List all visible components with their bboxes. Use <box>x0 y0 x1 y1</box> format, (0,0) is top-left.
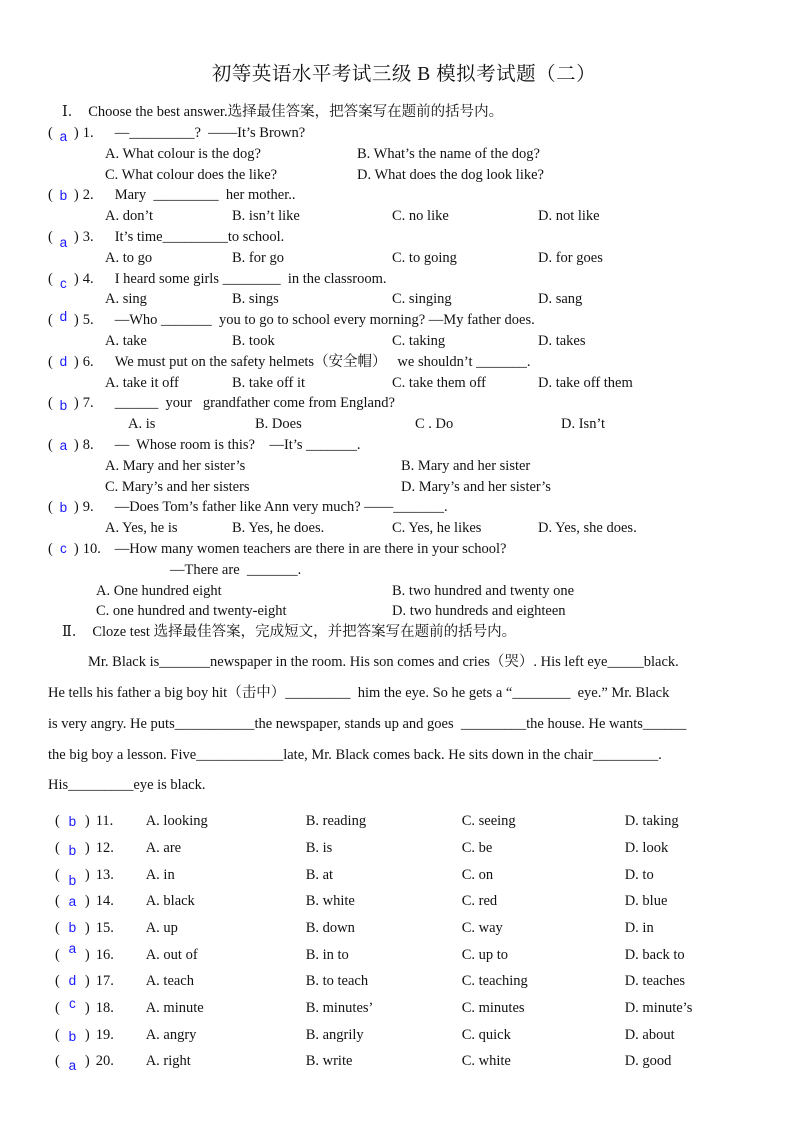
option: B. What’s the name of the dog? <box>357 145 540 162</box>
question-block <box>48 435 760 497</box>
open-paren: ( <box>55 919 60 936</box>
options-row <box>48 456 760 477</box>
options-row <box>48 477 760 498</box>
option: D. about <box>624 1026 675 1043</box>
close-paren: ) <box>73 436 79 453</box>
option: C. white <box>461 1053 511 1070</box>
option: C. up to <box>461 946 509 963</box>
options-row <box>48 248 760 269</box>
option: D. sang <box>538 291 583 308</box>
handwritten-answer: b <box>59 500 68 516</box>
option: B. for go <box>232 249 284 266</box>
passage-line: is very angry. He puts___________the newspaper, stands up and goes _________the house. He wants______ <box>48 715 687 732</box>
handwritten-answer: a <box>68 1058 77 1074</box>
option: D. minute’s <box>624 1000 693 1017</box>
options-row <box>48 601 760 622</box>
options-row <box>48 581 760 602</box>
option: A. take it off <box>105 374 179 391</box>
options-row <box>48 206 760 227</box>
handwritten-answer: c <box>59 540 67 556</box>
option: B. take off it <box>232 374 306 391</box>
passage-line: He tells his father a big boy hit（击中）_________ him the eye. So he gets a “________ eye.” Mr. Black <box>48 684 670 701</box>
handwritten-answer: c <box>68 996 76 1012</box>
question-number: 3. <box>82 228 94 245</box>
options-row <box>48 518 760 539</box>
question-block <box>48 497 760 539</box>
open-paren: ( <box>48 353 53 370</box>
passage-line: the big boy a lesson. Five____________late, Mr. Black comes back. He sits down in the chair_________. <box>48 746 662 763</box>
options-row <box>48 331 760 352</box>
question-block <box>48 393 760 435</box>
cloze-question-row <box>48 1048 760 1075</box>
close-paren: ) <box>84 919 90 936</box>
close-paren: ) <box>84 946 90 963</box>
question-stem: Mary _________ her mother.. <box>114 187 296 204</box>
option: D. Mary’s and her sister’s <box>401 478 551 495</box>
option: D. look <box>624 839 669 856</box>
question-stem-line <box>48 352 760 373</box>
option: B. to teach <box>305 973 369 990</box>
option: A. minute <box>145 1000 204 1017</box>
option: B. reading <box>305 813 367 830</box>
option: C. teaching <box>461 973 528 990</box>
open-paren: ( <box>48 187 53 204</box>
option: C. quick <box>461 1026 511 1043</box>
question-number: 11. <box>95 813 114 830</box>
section2-heading <box>48 622 760 643</box>
option: B. write <box>305 1053 353 1070</box>
option: C. singing <box>392 291 452 308</box>
question-number: 19. <box>95 1026 114 1043</box>
question-number: 7. <box>82 395 94 412</box>
option: A. in <box>145 866 175 883</box>
open-paren: ( <box>48 395 53 412</box>
option: C . Do <box>415 416 454 433</box>
question-stem-line <box>48 539 760 560</box>
close-paren: ) <box>84 973 90 990</box>
question-number: 13. <box>95 866 114 883</box>
option: A. black <box>145 893 195 910</box>
handwritten-answer: d <box>59 353 68 369</box>
option: C. way <box>461 919 503 936</box>
option: C. to going <box>392 249 457 266</box>
close-paren: ) <box>84 839 90 856</box>
option: B. Does <box>255 416 302 433</box>
option: D. for goes <box>538 249 603 266</box>
question-stem: ______ your grandfather come from England? <box>114 395 395 412</box>
option: A. take <box>105 332 147 349</box>
option: A. to go <box>105 249 153 266</box>
open-paren: ( <box>48 540 53 557</box>
option: A. out of <box>145 946 198 963</box>
close-paren: ) <box>73 395 79 412</box>
option: D. teaches <box>624 973 686 990</box>
question-stem: —How many women teachers are there in are there in your school? <box>114 540 507 557</box>
cloze-question-row <box>48 1022 760 1049</box>
handwritten-answer: a <box>59 234 68 250</box>
option: D. in <box>624 919 654 936</box>
option: C. one hundred and twenty-eight <box>96 603 287 620</box>
options-row <box>48 144 760 165</box>
open-paren: ( <box>55 1000 60 1017</box>
option: A. is <box>128 416 156 433</box>
question-stem-line <box>48 497 760 518</box>
close-paren: ) <box>73 353 79 370</box>
question-stem-line <box>48 310 760 331</box>
option: C. Yes, he likes <box>392 520 482 537</box>
option: D. What does the dog look like? <box>357 166 544 183</box>
question-stem-line <box>48 123 760 144</box>
open-paren: ( <box>48 125 53 141</box>
options-row <box>48 165 760 186</box>
question-number: 5. <box>82 312 94 329</box>
handwritten-answer: d <box>68 973 77 989</box>
question-stem-line <box>48 227 760 248</box>
cloze-question-row <box>48 808 760 835</box>
cloze-question-row <box>48 968 760 995</box>
close-paren: ) <box>84 893 90 910</box>
question-block <box>48 123 760 185</box>
open-paren: ( <box>48 270 53 287</box>
question-number: 12. <box>95 839 114 856</box>
handwritten-answer: b <box>59 398 68 414</box>
question-number: 20. <box>95 1053 114 1070</box>
option: D. to <box>624 866 654 883</box>
option: B. down <box>305 919 355 936</box>
option: B. angrily <box>305 1026 364 1043</box>
passage-line: Mr. Black is_______newspaper in the room. His son comes and cries（哭）. His left eye_____black. <box>88 654 679 671</box>
question-stem-line <box>48 435 760 456</box>
option: B. at <box>305 866 334 883</box>
option: D. take off them <box>538 374 633 391</box>
option: D. blue <box>624 893 668 910</box>
option: D. back to <box>624 946 685 963</box>
section1-numeral: Ⅰ． <box>62 104 83 120</box>
option: B. in to <box>305 946 349 963</box>
option: A. One hundred eight <box>96 582 222 599</box>
passage-line: His_________eye is black. <box>48 777 206 794</box>
cloze-question-row <box>48 995 760 1022</box>
open-paren: ( <box>48 228 53 245</box>
option: B. is <box>305 839 333 856</box>
question-number: 17. <box>95 973 114 990</box>
question-stem: We must put on the safety helmets（安全帽） we shouldn’t _______. <box>114 353 531 370</box>
section1-questions <box>48 123 760 622</box>
open-paren: ( <box>55 1026 60 1043</box>
option: C. seeing <box>461 813 516 830</box>
question-stem: —Who _______ you to go to school every morning? —My father does. <box>114 312 535 329</box>
question-number: 4. <box>82 270 94 287</box>
open-paren: ( <box>55 866 60 883</box>
option: C. no like <box>392 208 449 225</box>
option: A. What colour is the dog? <box>105 145 261 162</box>
close-paren: ) <box>73 312 79 329</box>
section2-heading-text: Cloze test 选择最佳答案，完成短文，并把答案写在题前的括号内。 <box>92 624 517 641</box>
close-paren: ) <box>73 540 79 557</box>
question-stem: — Whose room is this? —It’s _______. <box>114 436 361 453</box>
handwritten-answer: a <box>68 940 77 956</box>
option: B. Mary and her sister <box>401 457 531 474</box>
cloze-question-row <box>48 915 760 942</box>
option: A. right <box>145 1053 191 1070</box>
option: C. take them off <box>392 374 486 391</box>
close-paren: ) <box>73 187 79 204</box>
handwritten-answer: b <box>68 919 77 935</box>
handwritten-answer: c <box>59 275 67 291</box>
option: B. took <box>232 332 275 349</box>
option: A. don’t <box>105 208 154 225</box>
open-paren: ( <box>55 893 60 910</box>
option: D. Yes, she does. <box>538 520 637 537</box>
close-paren: ) <box>84 1053 90 1070</box>
question-block <box>48 310 760 352</box>
option: B. sings <box>232 291 279 308</box>
option: D. taking <box>624 813 679 830</box>
option: C. on <box>461 866 494 883</box>
options-row <box>48 373 760 394</box>
handwritten-answer: a <box>68 894 77 910</box>
question-stem: It’s time_________to school. <box>114 228 285 245</box>
option: A. up <box>145 919 178 936</box>
option: D. takes <box>538 332 586 349</box>
option: C. What colour does the like? <box>105 166 278 183</box>
option: B. white <box>305 893 355 910</box>
question-number: 8. <box>82 436 94 453</box>
question-stem: —_________? ——It’s Brown? <box>114 125 306 141</box>
options-row <box>48 414 760 435</box>
question-number: 10. <box>82 540 101 557</box>
handwritten-answer: b <box>59 188 68 204</box>
question-block <box>48 539 760 622</box>
cloze-passage <box>48 647 760 801</box>
page-title: 初等英语水平考试三级 B 模拟考试题（二） <box>211 64 597 85</box>
open-paren: ( <box>55 973 60 990</box>
question-stem: I heard some girls ________ in the classroom. <box>114 270 387 287</box>
section2-numeral: Ⅱ． <box>62 624 87 641</box>
close-paren: ) <box>73 125 79 141</box>
option: B. Yes, he does. <box>232 520 325 537</box>
question-stem: —Does Tom’s father like Ann very much? ——_______. <box>114 499 448 516</box>
question-number: 2. <box>82 187 94 204</box>
close-paren: ) <box>84 1000 90 1017</box>
open-paren: ( <box>55 1053 60 1070</box>
option: D. Isn’t <box>561 416 606 433</box>
handwritten-answer: b <box>68 872 77 888</box>
question-number: 15. <box>95 919 114 936</box>
option: A. Yes, he is <box>105 520 178 537</box>
open-paren: ( <box>48 499 53 516</box>
section1-heading-text: Choose the best answer.选择最佳答案，把答案写在题前的括号内。 <box>88 104 504 120</box>
option: A. teach <box>145 973 194 990</box>
close-paren: ) <box>73 228 79 245</box>
close-paren: ) <box>84 1026 90 1043</box>
question-number: 6. <box>82 353 94 370</box>
cloze-question-row <box>48 888 760 915</box>
option: C. be <box>461 839 493 856</box>
option: A. sing <box>105 291 147 308</box>
open-paren: ( <box>48 436 53 453</box>
question-stem-line <box>48 269 760 290</box>
question-number: 9. <box>82 499 94 516</box>
handwritten-answer: d <box>59 309 68 325</box>
handwritten-answer: b <box>68 1028 77 1044</box>
options-row <box>48 289 760 310</box>
close-paren: ) <box>84 813 90 830</box>
option: D. two hundreds and eighteen <box>392 603 566 620</box>
close-paren: ) <box>84 866 90 883</box>
option: A. angry <box>145 1026 197 1043</box>
option: C. Mary’s and her sisters <box>105 478 250 495</box>
question-number: 16. <box>95 946 114 963</box>
option: A. Mary and her sister’s <box>105 457 246 474</box>
question-block <box>48 227 760 269</box>
handwritten-answer: a <box>59 437 68 453</box>
handwritten-answer: b <box>68 842 77 858</box>
close-paren: ) <box>73 499 79 516</box>
option: D. good <box>624 1053 672 1070</box>
question-block <box>48 185 760 227</box>
question-number: 1. <box>82 125 94 141</box>
cloze-question-row <box>48 862 760 889</box>
option: A. are <box>145 839 182 856</box>
question-number: 18. <box>95 1000 114 1017</box>
question-stem-line2: —There are _______. <box>170 561 302 578</box>
option: B. two hundred and twenty one <box>392 582 575 599</box>
option: A. looking <box>145 813 208 830</box>
section1-heading <box>48 102 760 123</box>
option: C. red <box>461 893 498 910</box>
handwritten-answer: b <box>68 814 77 830</box>
option: C. taking <box>392 332 446 349</box>
cloze-question-row <box>48 942 760 969</box>
question-block <box>48 352 760 394</box>
option: B. minutes’ <box>305 1000 374 1017</box>
question-number: 14. <box>95 893 114 910</box>
section2-questions <box>48 808 760 1075</box>
close-paren: ) <box>73 270 79 287</box>
question-stem-line <box>48 185 760 206</box>
cloze-question-row <box>48 835 760 862</box>
option: C. minutes <box>461 1000 525 1017</box>
handwritten-answer: a <box>59 129 68 144</box>
open-paren: ( <box>48 312 53 329</box>
question-stem-line <box>48 393 760 414</box>
option: B. isn’t like <box>232 208 300 225</box>
open-paren: ( <box>55 839 60 856</box>
open-paren: ( <box>55 946 60 963</box>
question-block <box>48 269 760 311</box>
option: D. not like <box>538 208 600 225</box>
open-paren: ( <box>55 813 60 830</box>
